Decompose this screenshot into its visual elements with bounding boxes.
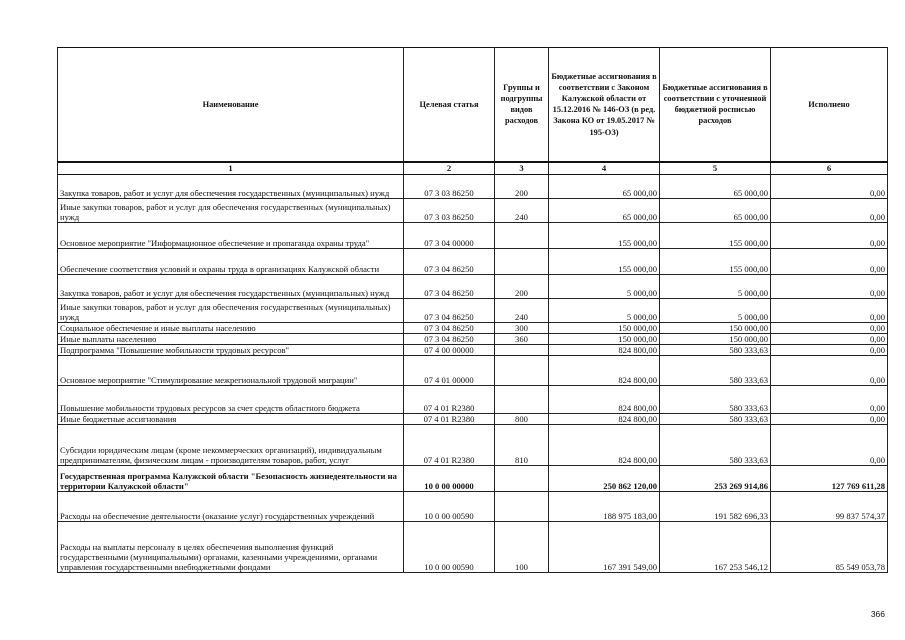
- column-number-row: [58, 162, 888, 175]
- row-budget-law: 824 800,00: [549, 356, 660, 386]
- table-row: [58, 345, 888, 356]
- budget-table: [57, 47, 888, 573]
- row-expense-group: 300: [495, 323, 549, 334]
- row-executed: 0,00: [771, 323, 888, 334]
- row-budget-refined: 150 000,00: [660, 334, 771, 345]
- row-budget-refined: 580 333,63: [660, 345, 771, 356]
- table-row: [58, 356, 888, 386]
- row-executed: 0,00: [771, 275, 888, 299]
- row-target-article: 07 4 01 00000: [404, 356, 495, 386]
- row-budget-law: 65 000,00: [549, 199, 660, 223]
- row-budget-law: 150 000,00: [549, 334, 660, 345]
- row-expense-group: 200: [495, 275, 549, 299]
- row-name: Закупка товаров, работ и услуг для обеспечения государственных (муниципальных) нужд: [58, 275, 404, 299]
- row-target-article: 07 3 04 86250: [404, 323, 495, 334]
- header-budget-law: Бюджетные ассигнования в соответствии с Законом Калужской области от 15.12.2016 № 146-ОЗ (в ред. Закона КО от 19.05.2017 № 195-ОЗ): [549, 48, 660, 162]
- row-executed: 99 837 574,37: [771, 492, 888, 522]
- row-name: Социальное обеспечение и иные выплаты населению: [58, 323, 404, 334]
- row-budget-refined: 580 333,63: [660, 356, 771, 386]
- row-executed: 85 549 053,78: [771, 522, 888, 573]
- table-row: [58, 522, 888, 573]
- row-name: Основное мероприятие "Информационное обеспечение и пропаганда охраны труда": [58, 223, 404, 249]
- row-expense-group: [495, 223, 549, 249]
- table-row: [58, 386, 888, 414]
- row-target-article: 07 4 01 R2380: [404, 414, 495, 425]
- row-executed: 0,00: [771, 345, 888, 356]
- row-name: Государственная программа Калужской области "Безопасность жизнедеятельности на территории Калужской области": [58, 466, 404, 492]
- row-expense-group: 240: [495, 199, 549, 223]
- row-name: Иные выплаты населению: [58, 334, 404, 345]
- row-executed: 0,00: [771, 249, 888, 275]
- row-name: Повышение мобильности трудовых ресурсов за счет средств областного бюджета: [58, 386, 404, 414]
- row-expense-group: [495, 492, 549, 522]
- row-executed: 0,00: [771, 175, 888, 199]
- table-body: [58, 175, 888, 573]
- table-header-row: [58, 48, 888, 162]
- table-row: [58, 223, 888, 249]
- row-expense-group: [495, 356, 549, 386]
- row-budget-refined: 580 333,63: [660, 414, 771, 425]
- row-budget-refined: 167 253 546,12: [660, 522, 771, 573]
- row-budget-law: 824 800,00: [549, 345, 660, 356]
- header-executed: Исполнено: [771, 48, 888, 162]
- row-budget-law: 824 800,00: [549, 414, 660, 425]
- page-number: 366: [870, 609, 885, 619]
- column-number: 3: [495, 162, 549, 175]
- column-number: 1: [58, 162, 404, 175]
- row-expense-group: [495, 345, 549, 356]
- row-name: Подпрограмма "Повышение мобильности трудовых ресурсов": [58, 345, 404, 356]
- row-expense-group: [495, 386, 549, 414]
- row-target-article: 07 4 00 00000: [404, 345, 495, 356]
- header-expense-groups: Группы и подгруппы видов расходов: [495, 48, 549, 162]
- row-executed: 0,00: [771, 299, 888, 323]
- row-budget-refined: 5 000,00: [660, 275, 771, 299]
- row-name: Расходы на выплаты персоналу в целях обеспечения выполнения функций государственными (муниципальными) органами, казенными учреждениями, органами управления государственными внебюджетными фондами: [58, 522, 404, 573]
- row-name: Основное мероприятие "Стимулирование межрегиональной трудовой миграции": [58, 356, 404, 386]
- column-number: 6: [771, 162, 888, 175]
- row-target-article: 07 4 01 R2380: [404, 386, 495, 414]
- table-row: [58, 334, 888, 345]
- table-row: [58, 414, 888, 425]
- row-budget-law: 5 000,00: [549, 299, 660, 323]
- row-budget-refined: 155 000,00: [660, 223, 771, 249]
- row-executed: 0,00: [771, 425, 888, 466]
- table-row: [58, 492, 888, 522]
- row-target-article: 10 0 00 00590: [404, 522, 495, 573]
- row-name: Закупка товаров, работ и услуг для обеспечения государственных (муниципальных) нужд: [58, 175, 404, 199]
- budget-table-sheet: [57, 47, 887, 573]
- row-executed: 0,00: [771, 414, 888, 425]
- table-row: [58, 199, 888, 223]
- row-budget-refined: 150 000,00: [660, 323, 771, 334]
- row-budget-law: 5 000,00: [549, 275, 660, 299]
- row-executed: 127 769 611,28: [771, 466, 888, 492]
- table-row: [58, 249, 888, 275]
- table-row: [58, 466, 888, 492]
- row-name: Иные бюджетные ассигнования: [58, 414, 404, 425]
- row-executed: 0,00: [771, 334, 888, 345]
- table-row: [58, 299, 888, 323]
- row-budget-law: 250 862 120,00: [549, 466, 660, 492]
- row-expense-group: 800: [495, 414, 549, 425]
- row-budget-refined: 580 333,63: [660, 386, 771, 414]
- row-budget-law: 150 000,00: [549, 323, 660, 334]
- row-budget-refined: 253 269 914,86: [660, 466, 771, 492]
- row-budget-refined: 5 000,00: [660, 299, 771, 323]
- row-budget-refined: 65 000,00: [660, 199, 771, 223]
- row-name: Расходы на обеспечение деятельности (оказание услуг) государственных учреждений: [58, 492, 404, 522]
- header-target-article: Целевая статья: [404, 48, 495, 162]
- table-row: [58, 323, 888, 334]
- row-expense-group: 810: [495, 425, 549, 466]
- row-executed: 0,00: [771, 386, 888, 414]
- row-name: Иные закупки товаров, работ и услуг для обеспечения государственных (муниципальных) нужд: [58, 199, 404, 223]
- row-target-article: 10 0 00 00000: [404, 466, 495, 492]
- row-budget-refined: 65 000,00: [660, 175, 771, 199]
- row-target-article: 07 3 04 00000: [404, 223, 495, 249]
- row-budget-law: 155 000,00: [549, 249, 660, 275]
- column-number: 4: [549, 162, 660, 175]
- header-budget-refined: Бюджетные ассигнования в соответствии с уточненной бюджетной росписью расходов: [660, 48, 771, 162]
- table-row: [58, 425, 888, 466]
- row-target-article: 07 4 01 R2380: [404, 425, 495, 466]
- row-executed: 0,00: [771, 199, 888, 223]
- row-budget-law: 155 000,00: [549, 223, 660, 249]
- row-budget-refined: 580 333,63: [660, 425, 771, 466]
- row-name: Иные закупки товаров, работ и услуг для обеспечения государственных (муниципальных) нужд: [58, 299, 404, 323]
- column-number: 2: [404, 162, 495, 175]
- row-executed: 0,00: [771, 223, 888, 249]
- row-budget-law: 65 000,00: [549, 175, 660, 199]
- row-target-article: 10 0 00 00590: [404, 492, 495, 522]
- column-number: 5: [660, 162, 771, 175]
- row-target-article: 07 3 04 86250: [404, 334, 495, 345]
- row-expense-group: [495, 466, 549, 492]
- row-expense-group: 240: [495, 299, 549, 323]
- row-expense-group: [495, 249, 549, 275]
- header-name: Наименование: [58, 48, 404, 162]
- row-budget-refined: 191 582 696,33: [660, 492, 771, 522]
- row-target-article: 07 3 04 86250: [404, 275, 495, 299]
- row-executed: 0,00: [771, 356, 888, 386]
- row-target-article: 07 3 03 86250: [404, 175, 495, 199]
- row-expense-group: 360: [495, 334, 549, 345]
- row-name: Обеспечение соответствия условий и охраны труда в организациях Калужской области: [58, 249, 404, 275]
- row-budget-law: 824 800,00: [549, 386, 660, 414]
- row-expense-group: 200: [495, 175, 549, 199]
- row-budget-refined: 155 000,00: [660, 249, 771, 275]
- row-target-article: 07 3 04 86250: [404, 299, 495, 323]
- row-budget-law: 188 975 183,00: [549, 492, 660, 522]
- row-target-article: 07 3 04 86250: [404, 249, 495, 275]
- row-budget-law: 824 800,00: [549, 425, 660, 466]
- table-row: [58, 275, 888, 299]
- row-expense-group: 100: [495, 522, 549, 573]
- row-name: Субсидии юридическим лицам (кроме некоммерческих организаций), индивидуальным предпринимателям, физическим лицам - производителям товаров, работ, услуг: [58, 425, 404, 466]
- table-row: [58, 175, 888, 199]
- row-budget-law: 167 391 549,00: [549, 522, 660, 573]
- row-target-article: 07 3 03 86250: [404, 199, 495, 223]
